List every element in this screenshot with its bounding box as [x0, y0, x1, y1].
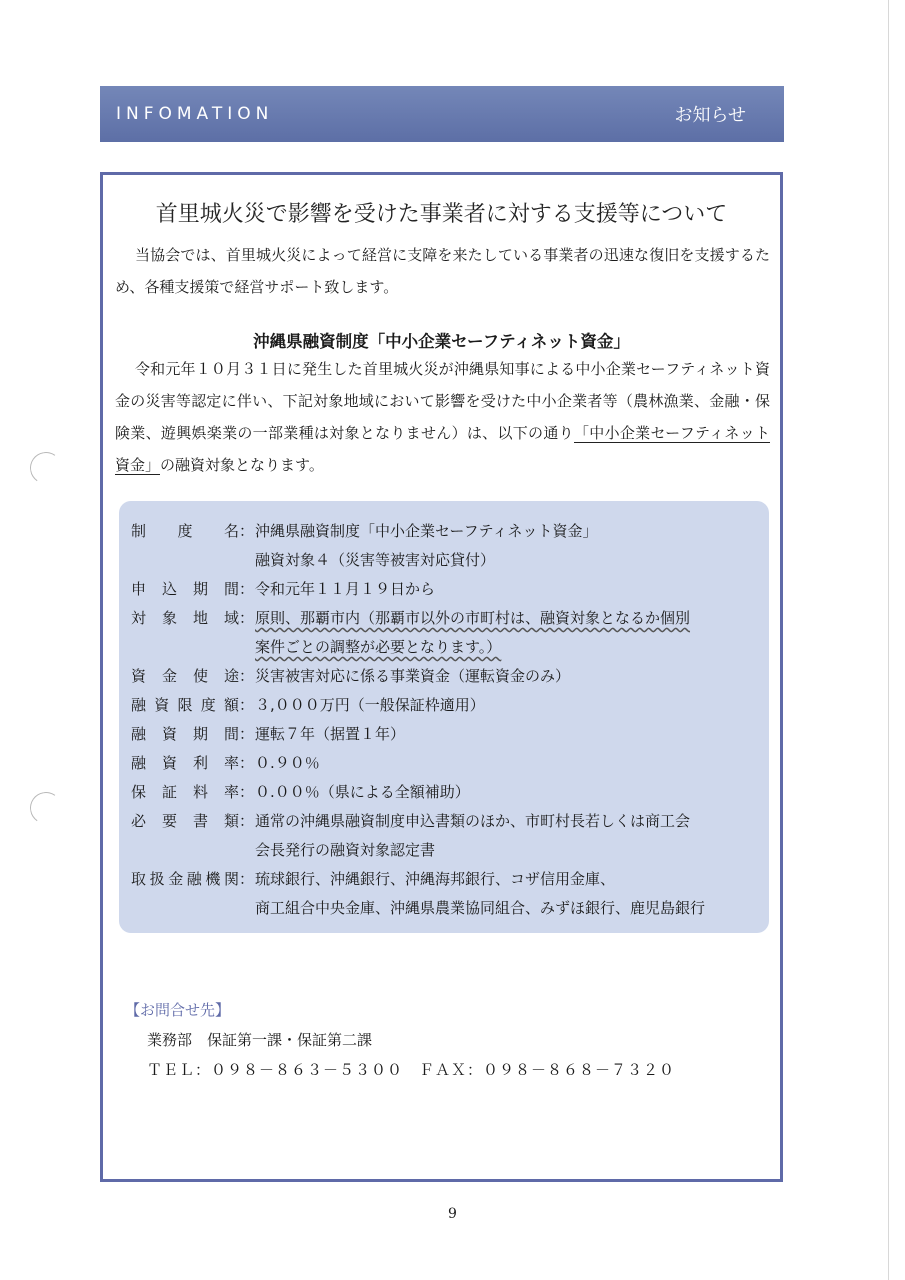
detail-value-line: ０.００％（県による全額補助）: [255, 783, 470, 801]
contact-department: 業務部 保証第一課・保証第二課: [147, 1031, 373, 1049]
detail-colon: ：: [239, 696, 255, 714]
header-title: INFOMATION: [116, 104, 274, 124]
detail-label: [131, 662, 255, 691]
detail-row: [131, 865, 759, 923]
article-title: 首里城火災で影響を受けた事業者に対する支援等について: [155, 202, 728, 227]
detail-colon: ：: [239, 725, 255, 743]
detail-label-text: 取 扱 金 融 機 関: [131, 870, 239, 888]
detail-value: [249, 575, 759, 604]
detail-value-line: 令和元年１１月１９日から: [255, 580, 436, 598]
detail-value-line: 運転７年（据置１年）: [255, 725, 406, 743]
detail-row: [131, 749, 759, 778]
intro-paragraph: 当協会では、首里城火災によって経営に支障を来たしている事業者の迅速な復旧を支援するため、各種支援策で経営サポート致します。: [115, 246, 770, 296]
detail-label-text: 融 資 限 度 額: [131, 696, 239, 714]
detail-colon: ：: [239, 783, 255, 801]
description-tail: の融資対象となります。: [160, 456, 324, 474]
section-title: 沖縄県融資制度「中小企業セーフティネット資金」: [253, 332, 630, 351]
detail-value: [249, 720, 759, 749]
page-edge-line: [888, 0, 889, 1280]
detail-row: [131, 517, 759, 575]
detail-label-text: 融 資 利 率: [131, 754, 239, 772]
detail-value-line: 融資対象４（災害等被害対応貸付）: [255, 551, 496, 569]
detail-value-line: 通常の沖縄県融資制度申込書類のほか、市町村長若しくは商工会: [255, 812, 691, 830]
detail-value: [249, 662, 759, 691]
fund-name-underlined: 「中小企業セーフティネット資金」: [115, 424, 771, 474]
detail-value: [249, 517, 759, 575]
detail-row: [131, 604, 759, 662]
detail-colon: ：: [239, 870, 255, 888]
detail-value-line: 琉球銀行、沖縄銀行、沖縄海邦銀行、コザ信用金庫、: [255, 870, 616, 888]
detail-label: [131, 865, 255, 923]
page-number: 9: [448, 1206, 457, 1222]
description-paragraph: [115, 353, 770, 481]
header-bar: [100, 86, 784, 142]
detail-label: [131, 604, 255, 662]
punch-hole-mark: [27, 449, 64, 486]
detail-value-line: 災害被害対応に係る事業資金（運転資金のみ）: [255, 667, 571, 685]
detail-colon: ：: [239, 812, 255, 830]
detail-label: [131, 575, 255, 604]
contact-block: [125, 995, 675, 1085]
detail-row: [131, 778, 759, 807]
detail-label-text: 必 要 書 類: [131, 812, 239, 830]
detail-label: [131, 720, 255, 749]
detail-value: [249, 807, 759, 865]
detail-label-text: 保 証 料 率: [131, 783, 239, 801]
detail-label-text: 融 資 期 間: [131, 725, 239, 743]
detail-value: [249, 865, 759, 923]
detail-colon: ：: [239, 754, 255, 772]
detail-value-line: 案件ごとの調整が必要となります。）: [255, 638, 502, 656]
detail-row: [131, 662, 759, 691]
detail-label: [131, 691, 255, 720]
detail-value: [249, 604, 759, 662]
detail-label-text: 対 象 地 域: [131, 609, 239, 627]
contact-title: 【お問合せ先】: [125, 1001, 231, 1019]
detail-label-text: 資 金 使 途: [131, 667, 239, 685]
detail-value-line: ０.９０％: [255, 754, 320, 772]
header-tag: お知らせ: [674, 105, 746, 126]
article-frame: [100, 172, 783, 1182]
detail-value: [249, 749, 759, 778]
detail-label-text: 申 込 期 間: [131, 580, 239, 598]
detail-label-text: 制 度 名: [131, 522, 239, 540]
detail-value-line: 原則、那覇市内（那覇市以外の市町村は、融資対象となるか個別: [255, 609, 691, 627]
detail-row: [131, 575, 759, 604]
detail-colon: ：: [239, 522, 255, 540]
detail-value: [249, 778, 759, 807]
detail-row: [131, 691, 759, 720]
punch-hole-mark: [27, 789, 64, 826]
details-box: [119, 501, 769, 933]
contact-phone-fax: ＴＥＬ：０９８－８６３－５３００ ＦＡＸ：０９８－８６８－７３２０: [147, 1061, 676, 1079]
detail-colon: ：: [239, 609, 255, 627]
detail-value-line: 商工組合中央金庫、沖縄県農業協同組合、みずほ銀行、鹿児島銀行: [255, 899, 706, 917]
detail-label: [131, 807, 255, 865]
detail-label: [131, 749, 255, 778]
detail-value-line: ３,０００万円（一般保証枠適用）: [255, 696, 485, 714]
detail-row: [131, 807, 759, 865]
detail-label: [131, 778, 255, 807]
description-text: 令和元年１０月３１日に発生した首里城火災が沖縄県知事による中小企業セーフティネット資金の災害等認定に伴い、下記対象地域において影響を受けた中小企業者等（農林漁業、金融・保険業、遊興娯楽業の一部業種は対象となりません）は、以下の通り: [115, 360, 770, 442]
detail-value-line: 沖縄県融資制度「中小企業セーフティネット資金」: [255, 522, 598, 540]
detail-colon: ：: [239, 667, 255, 685]
detail-colon: ：: [239, 580, 255, 598]
detail-value-line: 会長発行の融資対象認定書: [255, 841, 436, 859]
detail-label: [131, 517, 255, 575]
detail-row: [131, 720, 759, 749]
detail-value: [249, 691, 759, 720]
